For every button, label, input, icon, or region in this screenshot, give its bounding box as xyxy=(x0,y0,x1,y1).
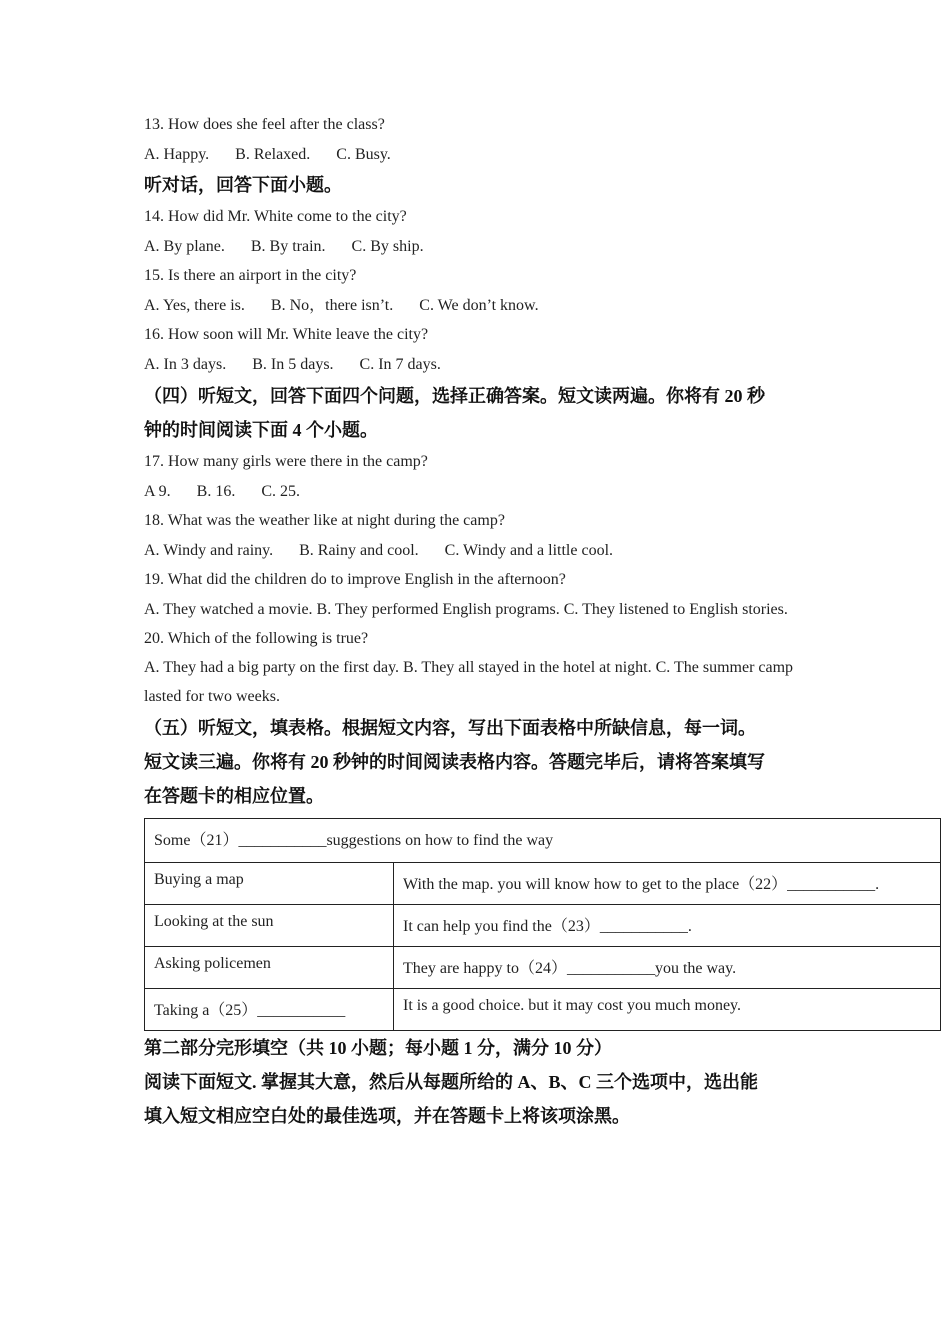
option-c: C. 25. xyxy=(261,482,301,500)
dialog-instruction: 听对话，回答下面小题。 xyxy=(144,175,342,195)
table-header-cell: Some（21）___________suggestions on how to find the way xyxy=(145,819,941,863)
option-b: B. By train. xyxy=(250,237,326,255)
question-15: 15. Is there an airport in the city? xyxy=(144,267,357,284)
table-row xyxy=(145,863,941,905)
table-row xyxy=(145,947,941,989)
section-5-heading-line-1: （五）听短文，填表格。根据短文内容，写出下面表格中所缺信息，每一词。 xyxy=(144,718,756,738)
option-a: A. By plane. xyxy=(144,237,225,255)
option-a: A. Windy and rainy. xyxy=(144,541,274,559)
table-header-row xyxy=(145,819,941,863)
question-16-options xyxy=(144,350,944,380)
part-2-instruction-line-2: 填入短文相应空白处的最佳选项，并在答题卡上将该项涂黑。 xyxy=(144,1106,630,1126)
question-16: 16. How soon will Mr. White leave the city? xyxy=(144,326,429,343)
option-b: B. No，there isn’t. xyxy=(270,296,394,314)
section-5-heading-line-2: 短文读三遍。你将有 20 秒钟的时间阅读表格内容。答题完毕后，请将答案填写 xyxy=(144,752,765,772)
table-cell-right: With the map. you will know how to get to the place（22）___________. xyxy=(394,863,941,905)
table-cell-right: It is a good choice. but it may cost you much money. xyxy=(394,989,941,1031)
question-20: 20. Which of the following is true? xyxy=(144,629,369,647)
table-cell-left: Taking a（25）___________ xyxy=(145,989,394,1031)
option-c: C. By ship. xyxy=(351,237,424,255)
question-17: 17. How many girls were there in the camp? xyxy=(144,453,428,470)
section-4-heading-line-1: （四）听短文，回答下面四个问题，选择正确答案。短文读两遍。你将有 20 秒 xyxy=(144,386,765,406)
option-b: B. Relaxed. xyxy=(235,145,311,163)
question-17-options xyxy=(144,477,944,507)
table-cell-left: Looking at the sun xyxy=(145,905,394,947)
table-cell-right: They are happy to（24）___________you the way. xyxy=(394,947,941,989)
question-14: 14. How did Mr. White come to the city? xyxy=(144,208,407,225)
table-cell-left: Buying a map xyxy=(145,863,394,905)
question-18-options xyxy=(144,536,944,566)
question-20-options: A. They had a big party on the first day. B. They all stayed in the hotel at night. C. The summer camp lasted for two weeks. xyxy=(144,659,794,705)
option-c: C. We don’t know. xyxy=(419,296,539,314)
question-15-options xyxy=(144,291,944,321)
part-2-title: 第二部分完形填空（共 10 小题；每小题 1 分，满分 10 分） xyxy=(144,1038,612,1058)
option-a: A. Yes, there is. xyxy=(144,296,245,314)
question-13: 13. How does she feel after the class? xyxy=(144,116,385,133)
table-row xyxy=(145,905,941,947)
option-c: C. Windy and a little cool. xyxy=(444,541,614,559)
option-a: A. Happy. xyxy=(144,145,210,163)
fill-in-table xyxy=(144,818,941,1031)
question-14-options xyxy=(144,232,944,262)
option-b: B. 16. xyxy=(196,482,236,500)
option-a: A. In 3 days. xyxy=(144,355,227,373)
option-b: B. Rainy and cool. xyxy=(299,541,419,559)
question-19: 19. What did the children do to improve English in the afternoon? xyxy=(144,571,566,588)
table-cell-right: It can help you find the（23）___________. xyxy=(394,905,941,947)
question-13-options xyxy=(144,140,944,170)
table-cell-left: Asking policemen xyxy=(145,947,394,989)
section-5-heading-line-3: 在答题卡的相应位置。 xyxy=(144,786,324,806)
option-c: C. Busy. xyxy=(336,145,391,163)
question-19-options: A. They watched a movie. B. They performed English programs. C. They listened to English stories. xyxy=(144,600,788,618)
question-18: 18. What was the weather like at night during the camp? xyxy=(144,512,505,529)
part-2-instruction-line-1: 阅读下面短文. 掌握其大意，然后从每题所给的 A、B、C 三个选项中，选出能 xyxy=(144,1072,759,1092)
option-a: A 9. xyxy=(144,482,171,500)
option-c: C. In 7 days. xyxy=(359,355,441,373)
table-row xyxy=(145,989,941,1031)
option-b: B. In 5 days. xyxy=(252,355,334,373)
section-4-heading-line-2: 钟的时间阅读下面 4 个小题。 xyxy=(144,420,378,440)
exam-page xyxy=(144,110,944,1133)
